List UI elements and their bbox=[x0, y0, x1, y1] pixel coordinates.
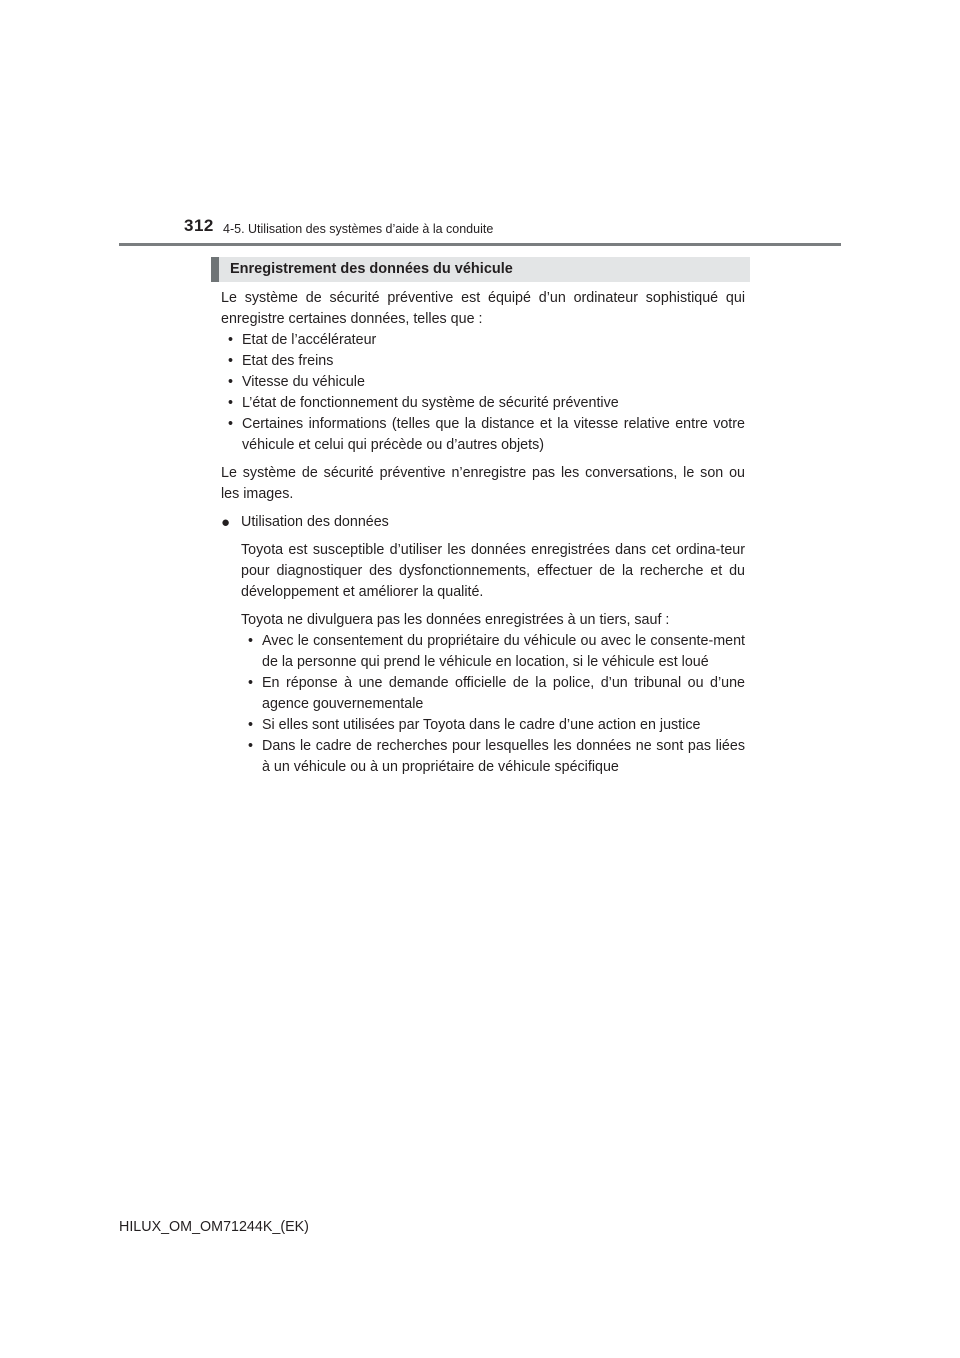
page-number: 312 bbox=[184, 216, 214, 235]
list-item: • Etat des freins bbox=[221, 351, 745, 372]
list-item: • L’état de fonctionnement du système de sécurité préventive bbox=[221, 393, 745, 414]
footer-code: HILUX_OM_OM71244K_(EK) bbox=[119, 1219, 309, 1235]
list-item: • Vitesse du véhicule bbox=[221, 372, 745, 393]
list-item: • Etat de l’accélérateur bbox=[221, 330, 745, 351]
list-item: • Dans le cadre de recherches pour lesquelles les données ne sont pas liées à un véhicule ou à un propriétaire de véhicule spécifique bbox=[248, 738, 745, 775]
usage-heading bbox=[221, 512, 745, 533]
usage-paragraph-1: Toyota est susceptible d’utiliser les données enregistrées dans cet ordina-teur pour diagnostiquer des dysfonctionnements, effectuer de la recherche et du développement et améliorer la qualité. bbox=[241, 542, 745, 600]
recorded-items-list bbox=[221, 330, 745, 456]
list-item: • Avec le consentement du propriétaire du véhicule ou avec le consente-ment de la personne qui prend le véhicule en location, si le véhicule est loué bbox=[248, 633, 745, 670]
bullet-icon: • bbox=[248, 717, 254, 733]
body-text bbox=[221, 288, 745, 785]
bullet-icon: • bbox=[228, 395, 234, 411]
list-item: • Certaines informations (telles que la distance et la vitesse relative entre votre véhicule et celui qui précède ou d’autres objets) bbox=[228, 416, 745, 453]
section-heading-bar bbox=[211, 257, 750, 282]
usage-heading-text: Utilisation des données bbox=[241, 514, 389, 530]
bullet-icon: • bbox=[228, 332, 234, 348]
bullet-icon: • bbox=[228, 416, 234, 432]
list-item: • En réponse à une demande officielle de la police, d’un tribunal ou d’une agence gouvernementale bbox=[248, 675, 745, 712]
exceptions-list bbox=[241, 631, 745, 778]
list-item: • Si elles sont utilisées par Toyota dans le cadre d’une action en justice bbox=[241, 715, 745, 736]
running-header: 4-5. Utilisation des systèmes d’aide à la conduite bbox=[223, 222, 494, 236]
section-title: Enregistrement des données du véhicule bbox=[230, 261, 513, 277]
bullet-icon: • bbox=[228, 353, 234, 369]
bullet-icon: • bbox=[228, 374, 234, 390]
usage-paragraph-2: Toyota ne divulguera pas les données enregistrées à un tiers, sauf : bbox=[241, 612, 670, 628]
bullet-icon: • bbox=[248, 738, 254, 754]
header-rule bbox=[119, 243, 841, 246]
circle-bullet-icon: ● bbox=[221, 514, 231, 531]
usage-section bbox=[241, 540, 745, 778]
bullet-icon: • bbox=[248, 633, 254, 649]
bullet-icon: • bbox=[248, 675, 254, 691]
no-record-paragraph: Le système de sécurité préventive n’enregistre pas les conversations, le son ou les images. bbox=[221, 465, 745, 502]
intro-paragraph: Le système de sécurité préventive est équipé d’un ordinateur sophistiqué qui enregistre certaines données, telles que : bbox=[221, 290, 745, 327]
